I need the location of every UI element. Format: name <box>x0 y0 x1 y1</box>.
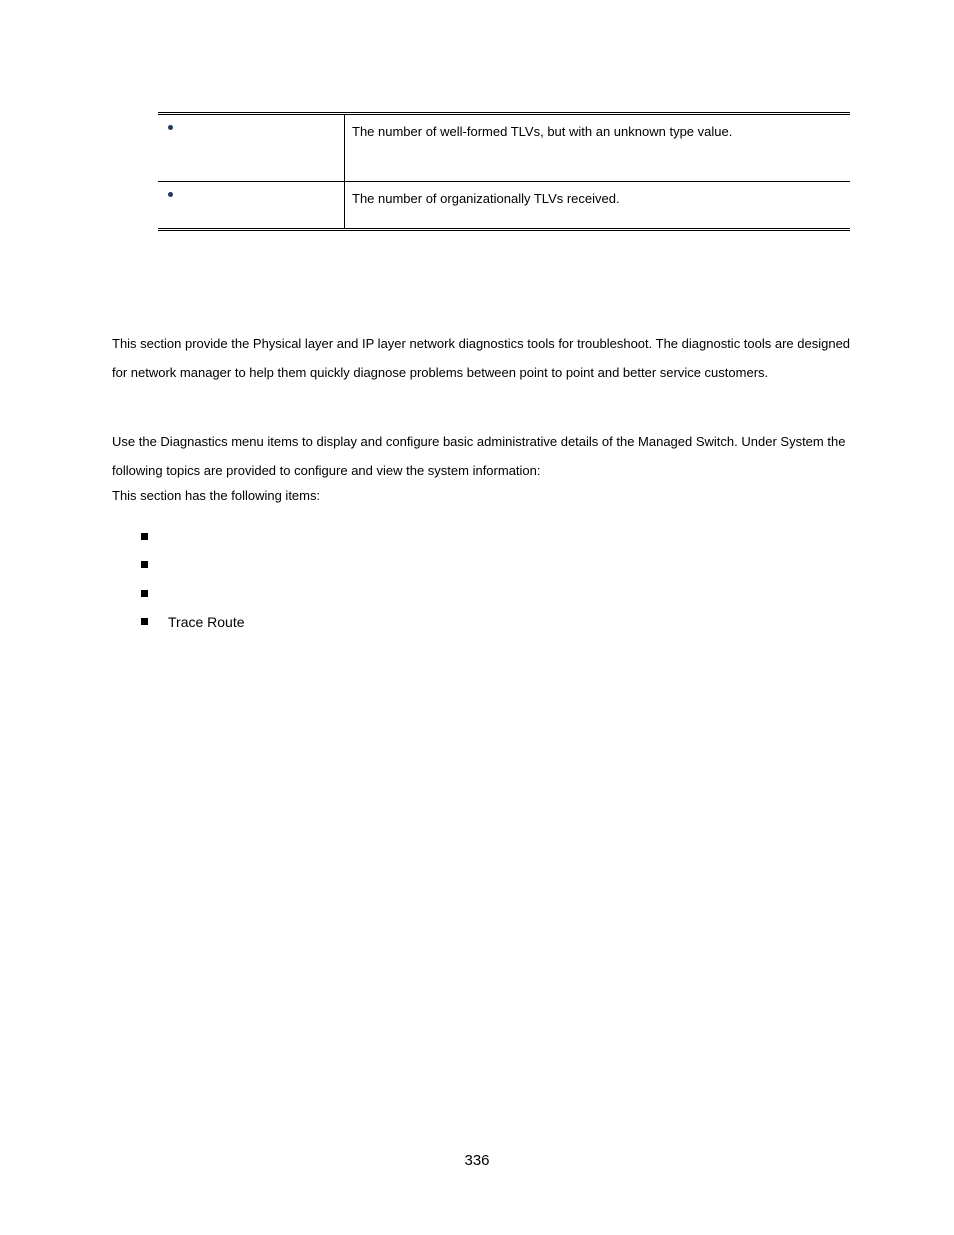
items-intro: This section has the following items: <box>112 488 321 503</box>
list-item <box>140 554 245 582</box>
table-row <box>158 114 850 182</box>
term-cell <box>158 182 345 230</box>
table-row <box>158 182 850 230</box>
bullet-icon <box>168 192 173 197</box>
description-cell: The number of organizationally TLVs received. <box>345 182 851 230</box>
description-cell: The number of well-formed TLVs, but with an unknown type value. <box>352 124 733 139</box>
square-bullet-icon <box>141 590 148 597</box>
list-item <box>140 526 245 554</box>
square-bullet-icon <box>141 561 148 568</box>
list-item-label: Trace Route <box>168 613 245 630</box>
square-bullet-icon <box>141 618 148 625</box>
definition-table <box>158 112 850 231</box>
list-item <box>140 583 245 611</box>
bullet-icon <box>168 125 173 130</box>
square-bullet-icon <box>141 533 148 540</box>
list-item <box>140 611 245 639</box>
item-list <box>140 526 245 639</box>
page-number: 336 <box>464 1152 490 1169</box>
term-cell <box>158 114 345 182</box>
usage-paragraph: Use the Diagnastics menu items to display and configure basic administrative details of the Managed Switch. Under System the following topics are provided to configure and view the system information: <box>112 434 846 478</box>
intro-paragraph: This section provide the Physical layer and IP layer network diagnostics tools for troubleshoot. The diagnostic tools are designed for network manager to help them quickly diagnose problems between point to point and better service customers. <box>112 336 851 380</box>
